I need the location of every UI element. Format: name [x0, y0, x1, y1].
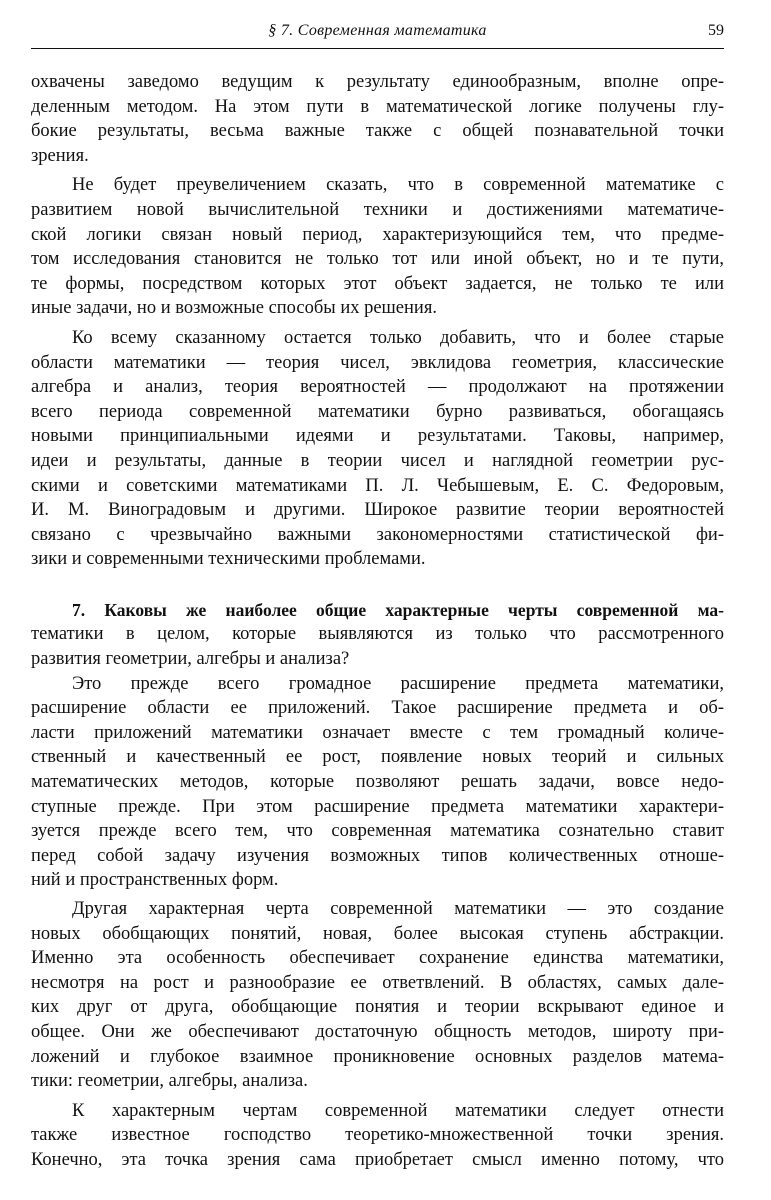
text-line: К характерным чертам современной математики следует отнести: [72, 1100, 724, 1121]
text-line: ступные прежде. При этом расширение предмета математики характери-: [31, 796, 724, 817]
text-line: несмотря на рост и разнообразие ее ответвлений. В областях, самых дале-: [31, 972, 724, 993]
text-line: зуется прежде всего тем, что современная математика сознательно ставит: [31, 821, 724, 842]
text-line: деленным методом. На этом пути в математической логике получены глу-: [31, 96, 724, 117]
text-line: иные задачи, но и возможные способы их решения.: [31, 298, 437, 319]
text-line: связано с чрезвычайно важными закономерностями статистической фи-: [31, 524, 724, 545]
text-line: ний и пространственных форм.: [31, 870, 279, 891]
text-line: скими и советскими математиками П. Л. Чебышевым, Е. С. Федоровым,: [31, 475, 724, 496]
text-line: математических методов, которые позволяют решать задачи, вовсе недо-: [31, 772, 724, 793]
paragraph-2: [31, 173, 724, 321]
text-line: ской логики связан новый период, характеризующийся тем, что предме-: [31, 224, 724, 245]
text-line: И. М. Виноградовым и другими. Широкое развитие теории вероятностей: [31, 500, 724, 521]
text-line: развитием новой вычислительной техники и достижениями математиче-: [31, 199, 724, 220]
paragraph-1: [31, 70, 724, 168]
text-line: Ко всему сказанному остается только добавить, что и более старые: [72, 327, 724, 348]
text-line: области математики — теория чисел, эвклидова геометрия, классические: [31, 352, 724, 373]
text-line: Это прежде всего громадное расширение предмета математики,: [72, 673, 724, 694]
heading-line: развития геометрии, алгебры и анализа?: [31, 649, 350, 670]
text-line: всего периода современной математики бурно развиваться, обогащаясь: [31, 401, 724, 422]
text-line: ких друг от друга, обобщающие понятия и теории вскрывают единое и: [31, 997, 724, 1018]
text-line: ласти приложений математики означает вместе с тем громадный количе-: [31, 722, 724, 743]
book-page: [31, 0, 724, 1200]
text-line: новыми принципиальными идеями и результатами. Таковы, например,: [31, 426, 724, 447]
text-line: также известное господство теоретико-множественной точки зрения.: [31, 1125, 724, 1146]
heading-line: 7. Каковы же наиболее общие характерные черты современной ма-: [72, 599, 724, 620]
text-line: Не будет преувеличением сказать, что в современной математике с: [72, 175, 724, 196]
page-number: 59: [708, 22, 724, 39]
paragraph-6: [31, 1099, 724, 1173]
section-heading: [31, 598, 724, 672]
text-line: перед собой задачу изучения возможных типов количественных отноше-: [31, 845, 724, 866]
paragraph-5: [31, 897, 724, 1094]
text-line: зики и современными техническими проблемами.: [31, 549, 426, 570]
paragraph-4: [31, 672, 724, 893]
running-title: § 7. Современная математика: [268, 22, 487, 39]
text-line: алгебра и анализ, теория вероятностей — продолжают на протяжении: [31, 377, 724, 398]
text-line: зрения.: [31, 145, 89, 166]
text-line: бокие результаты, весьма важные также с общей познавательной точки: [31, 121, 724, 142]
paragraph-3: [31, 326, 724, 572]
text-line: Именно эта особенность обеспечивает сохранение единства математики,: [31, 948, 724, 969]
text-line: Конечно, эта точка зрения сама приобретает смысл именно потому, что: [31, 1149, 724, 1170]
text-line: охвачены заведомо ведущим к результату единообразным, вполне опре-: [31, 72, 724, 92]
running-header: [31, 18, 724, 49]
heading-line: тематики в целом, которые выявляются из только что рассмотренного: [31, 624, 724, 645]
text-line: Другая характерная черта современной математики — это создание: [72, 899, 724, 919]
text-line: ственный и качественный ее рост, появление новых теорий и сильных: [31, 747, 724, 768]
text-line: те формы, посредством которых этот объект задается, не только те или: [31, 273, 724, 294]
text-line: общее. Они же обеспечивают достаточную общность методов, широту при-: [31, 1021, 724, 1042]
text-line: тики: геометрии, алгебры, анализа.: [31, 1071, 308, 1092]
text-line: ложений и глубокое взаимное проникновение основных разделов матема-: [31, 1046, 724, 1067]
body-text: [31, 70, 724, 1173]
text-line: идеи и результаты, данные в теории чисел и наглядной геометрии рус-: [31, 450, 724, 471]
text-line: том исследования становится не только тот или иной объект, но и те пути,: [31, 249, 724, 270]
text-line: расширение области ее приложений. Такое расширение предмета и об-: [31, 698, 724, 719]
text-line: новых обобщающих понятий, новая, более высокая ступень абстракции.: [31, 923, 724, 944]
